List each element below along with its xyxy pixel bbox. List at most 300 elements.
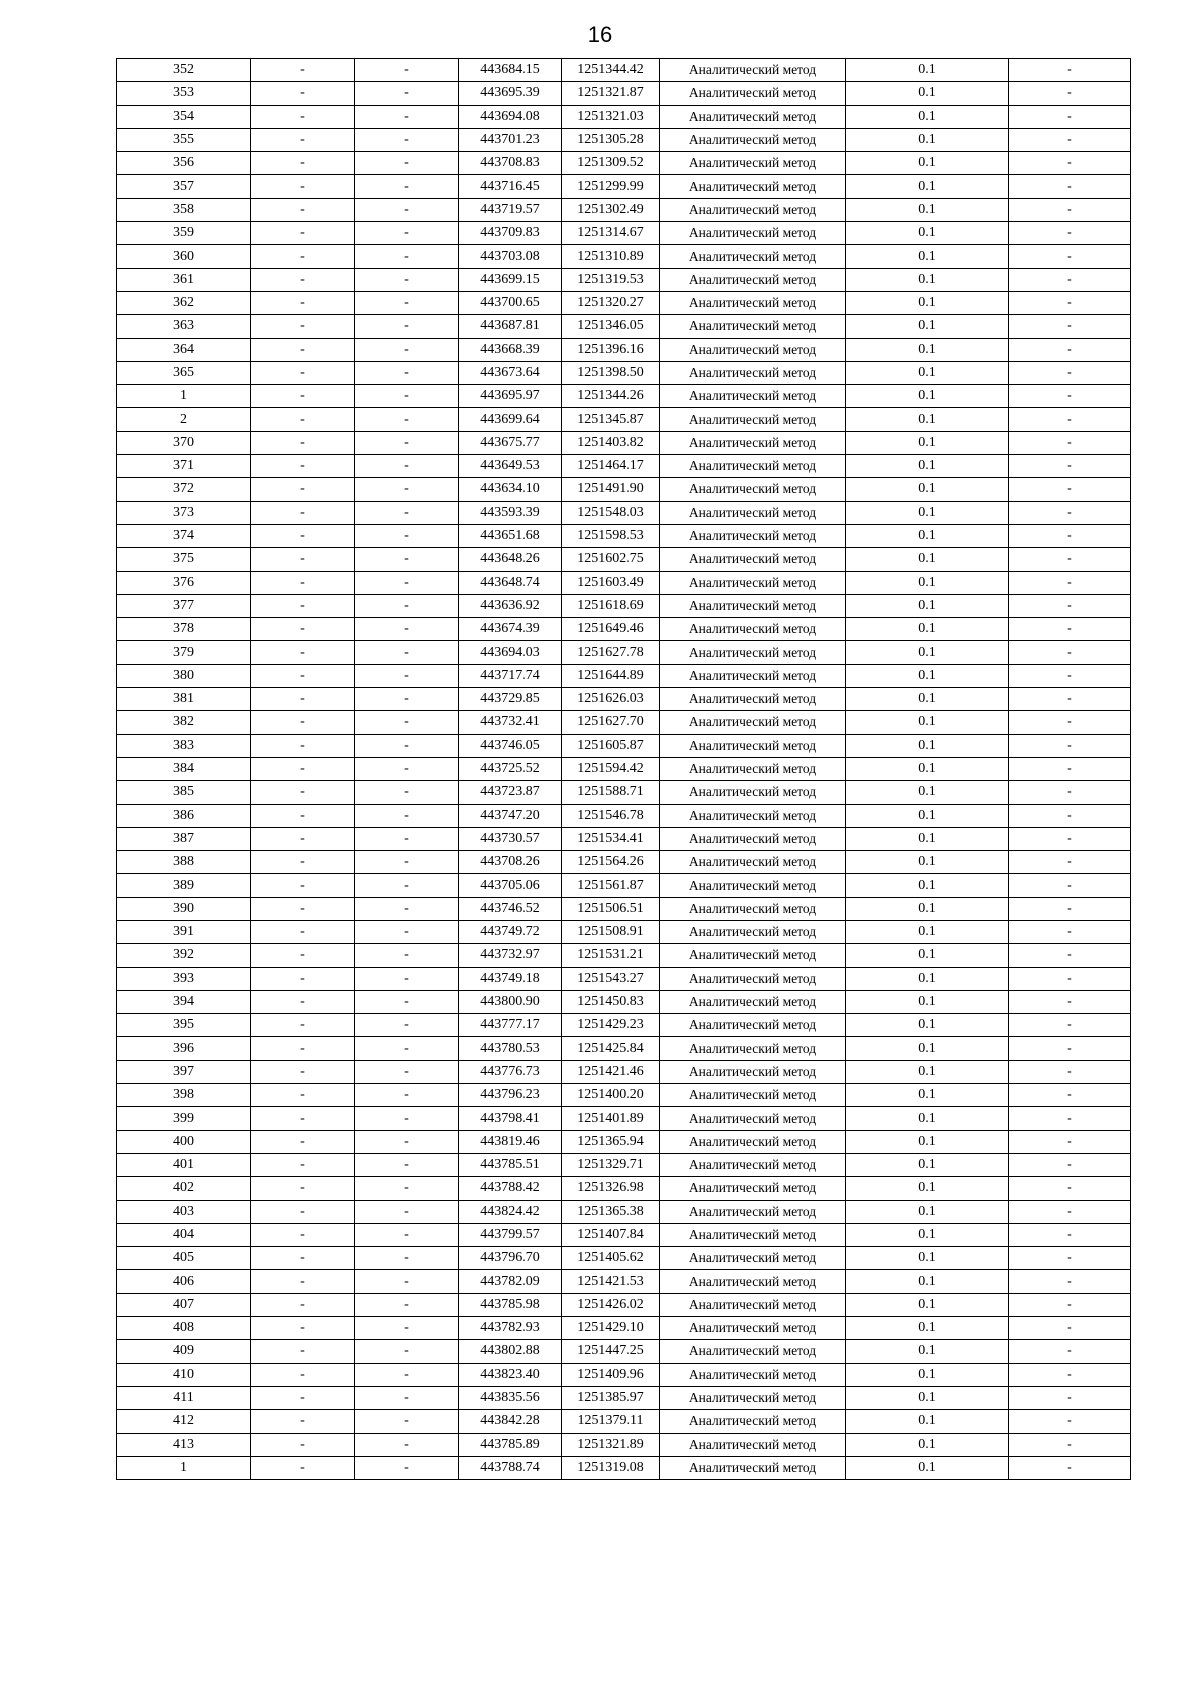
accuracy-cell: 0.1 (846, 524, 1009, 547)
dash-cell-c: - (1009, 897, 1131, 920)
accuracy-cell: 0.1 (846, 431, 1009, 454)
dash-cell-a: - (251, 291, 355, 314)
accuracy-cell: 0.1 (846, 1410, 1009, 1433)
method-cell: Аналитический метод (660, 128, 846, 151)
table-row (117, 1200, 1131, 1223)
x-coordinate-cell: 443701.23 (459, 128, 562, 151)
point-number-cell: 357 (117, 175, 251, 198)
dash-cell-c: - (1009, 1153, 1131, 1176)
dash-cell-c: - (1009, 1270, 1131, 1293)
y-coordinate-cell: 1251321.03 (562, 105, 660, 128)
dash-cell-a: - (251, 1247, 355, 1270)
method-cell: Аналитический метод (660, 1293, 846, 1316)
x-coordinate-cell: 443823.40 (459, 1363, 562, 1386)
y-coordinate-cell: 1251464.17 (562, 455, 660, 478)
dash-cell-b: - (355, 501, 459, 524)
method-cell: Аналитический метод (660, 315, 846, 338)
method-cell: Аналитический метод (660, 1223, 846, 1246)
x-coordinate-cell: 443749.72 (459, 920, 562, 943)
table-row (117, 1223, 1131, 1246)
accuracy-cell: 0.1 (846, 478, 1009, 501)
y-coordinate-cell: 1251426.02 (562, 1293, 660, 1316)
point-number-cell: 411 (117, 1386, 251, 1409)
point-number-cell: 1 (117, 1456, 251, 1479)
x-coordinate-cell: 443593.39 (459, 501, 562, 524)
point-number-cell: 363 (117, 315, 251, 338)
table-row (117, 874, 1131, 897)
method-cell: Аналитический метод (660, 967, 846, 990)
table-row (117, 105, 1131, 128)
dash-cell-a: - (251, 1317, 355, 1340)
accuracy-cell: 0.1 (846, 804, 1009, 827)
dash-cell-b: - (355, 1037, 459, 1060)
method-cell: Аналитический метод (660, 594, 846, 617)
x-coordinate-cell: 443799.57 (459, 1223, 562, 1246)
y-coordinate-cell: 1251564.26 (562, 851, 660, 874)
dash-cell-b: - (355, 851, 459, 874)
x-coordinate-cell: 443746.05 (459, 734, 562, 757)
dash-cell-b: - (355, 711, 459, 734)
table-row (117, 641, 1131, 664)
dash-cell-c: - (1009, 1084, 1131, 1107)
dash-cell-b: - (355, 1153, 459, 1176)
y-coordinate-cell: 1251400.20 (562, 1084, 660, 1107)
accuracy-cell: 0.1 (846, 222, 1009, 245)
table-row (117, 1247, 1131, 1270)
point-number-cell: 356 (117, 152, 251, 175)
table-row (117, 1317, 1131, 1340)
accuracy-cell: 0.1 (846, 1456, 1009, 1479)
dash-cell-b: - (355, 315, 459, 338)
accuracy-cell: 0.1 (846, 291, 1009, 314)
dash-cell-b: - (355, 1340, 459, 1363)
dash-cell-a: - (251, 175, 355, 198)
dash-cell-c: - (1009, 757, 1131, 780)
dash-cell-a: - (251, 1340, 355, 1363)
method-cell: Аналитический метод (660, 781, 846, 804)
x-coordinate-cell: 443705.06 (459, 874, 562, 897)
method-cell: Аналитический метод (660, 548, 846, 571)
method-cell: Аналитический метод (660, 804, 846, 827)
table-row (117, 548, 1131, 571)
table-row (117, 711, 1131, 734)
dash-cell-c: - (1009, 1340, 1131, 1363)
table-row (117, 1084, 1131, 1107)
dash-cell-a: - (251, 688, 355, 711)
dash-cell-a: - (251, 990, 355, 1013)
table-row (117, 1107, 1131, 1130)
y-coordinate-cell: 1251534.41 (562, 827, 660, 850)
x-coordinate-cell: 443674.39 (459, 618, 562, 641)
dash-cell-a: - (251, 478, 355, 501)
y-coordinate-cell: 1251309.52 (562, 152, 660, 175)
dash-cell-c: - (1009, 1130, 1131, 1153)
dash-cell-c: - (1009, 967, 1131, 990)
accuracy-cell: 0.1 (846, 641, 1009, 664)
dash-cell-c: - (1009, 1060, 1131, 1083)
dash-cell-c: - (1009, 1014, 1131, 1037)
table-row (117, 291, 1131, 314)
accuracy-cell: 0.1 (846, 361, 1009, 384)
table-row (117, 1433, 1131, 1456)
dash-cell-a: - (251, 1014, 355, 1037)
method-cell: Аналитический метод (660, 152, 846, 175)
point-number-cell: 379 (117, 641, 251, 664)
dash-cell-c: - (1009, 664, 1131, 687)
method-cell: Аналитический метод (660, 1153, 846, 1176)
accuracy-cell: 0.1 (846, 1037, 1009, 1060)
point-number-cell: 393 (117, 967, 251, 990)
dash-cell-b: - (355, 408, 459, 431)
table-row (117, 338, 1131, 361)
dash-cell-b: - (355, 781, 459, 804)
x-coordinate-cell: 443785.89 (459, 1433, 562, 1456)
dash-cell-a: - (251, 827, 355, 850)
dash-cell-b: - (355, 618, 459, 641)
dash-cell-b: - (355, 1270, 459, 1293)
x-coordinate-cell: 443746.52 (459, 897, 562, 920)
accuracy-cell: 0.1 (846, 920, 1009, 943)
x-coordinate-cell: 443800.90 (459, 990, 562, 1013)
x-coordinate-cell: 443695.97 (459, 385, 562, 408)
y-coordinate-cell: 1251365.94 (562, 1130, 660, 1153)
method-cell: Аналитический метод (660, 524, 846, 547)
dash-cell-c: - (1009, 944, 1131, 967)
dash-cell-c: - (1009, 175, 1131, 198)
x-coordinate-cell: 443796.23 (459, 1084, 562, 1107)
y-coordinate-cell: 1251319.53 (562, 268, 660, 291)
accuracy-cell: 0.1 (846, 548, 1009, 571)
table-row (117, 524, 1131, 547)
x-coordinate-cell: 443782.09 (459, 1270, 562, 1293)
accuracy-cell: 0.1 (846, 245, 1009, 268)
dash-cell-c: - (1009, 501, 1131, 524)
accuracy-cell: 0.1 (846, 315, 1009, 338)
x-coordinate-cell: 443709.83 (459, 222, 562, 245)
dash-cell-a: - (251, 82, 355, 105)
dash-cell-a: - (251, 408, 355, 431)
dash-cell-c: - (1009, 1456, 1131, 1479)
dash-cell-a: - (251, 1456, 355, 1479)
method-cell: Аналитический метод (660, 1386, 846, 1409)
accuracy-cell: 0.1 (846, 851, 1009, 874)
y-coordinate-cell: 1251385.97 (562, 1386, 660, 1409)
dash-cell-b: - (355, 804, 459, 827)
dash-cell-b: - (355, 944, 459, 967)
method-cell: Аналитический метод (660, 222, 846, 245)
y-coordinate-cell: 1251594.42 (562, 757, 660, 780)
point-number-cell: 359 (117, 222, 251, 245)
x-coordinate-cell: 443695.39 (459, 82, 562, 105)
method-cell: Аналитический метод (660, 1130, 846, 1153)
dash-cell-b: - (355, 82, 459, 105)
dash-cell-b: - (355, 1317, 459, 1340)
dash-cell-b: - (355, 338, 459, 361)
dash-cell-c: - (1009, 1037, 1131, 1060)
method-cell: Аналитический метод (660, 198, 846, 221)
x-coordinate-cell: 443719.57 (459, 198, 562, 221)
point-number-cell: 381 (117, 688, 251, 711)
method-cell: Аналитический метод (660, 408, 846, 431)
point-number-cell: 364 (117, 338, 251, 361)
dash-cell-a: - (251, 1130, 355, 1153)
method-cell: Аналитический метод (660, 338, 846, 361)
x-coordinate-cell: 443732.41 (459, 711, 562, 734)
y-coordinate-cell: 1251299.99 (562, 175, 660, 198)
accuracy-cell: 0.1 (846, 618, 1009, 641)
x-coordinate-cell: 443802.88 (459, 1340, 562, 1363)
method-cell: Аналитический метод (660, 641, 846, 664)
y-coordinate-cell: 1251543.27 (562, 967, 660, 990)
point-number-cell: 401 (117, 1153, 251, 1176)
y-coordinate-cell: 1251365.38 (562, 1200, 660, 1223)
point-number-cell: 354 (117, 105, 251, 128)
y-coordinate-cell: 1251314.67 (562, 222, 660, 245)
point-number-cell: 370 (117, 431, 251, 454)
accuracy-cell: 0.1 (846, 827, 1009, 850)
x-coordinate-cell: 443694.03 (459, 641, 562, 664)
dash-cell-a: - (251, 711, 355, 734)
point-number-cell: 407 (117, 1293, 251, 1316)
x-coordinate-cell: 443636.92 (459, 594, 562, 617)
method-cell: Аналитический метод (660, 757, 846, 780)
method-cell: Аналитический метод (660, 1107, 846, 1130)
dash-cell-b: - (355, 105, 459, 128)
accuracy-cell: 0.1 (846, 1223, 1009, 1246)
dash-cell-c: - (1009, 874, 1131, 897)
y-coordinate-cell: 1251346.05 (562, 315, 660, 338)
point-number-cell: 385 (117, 781, 251, 804)
accuracy-cell: 0.1 (846, 1270, 1009, 1293)
table-row (117, 1456, 1131, 1479)
dash-cell-b: - (355, 874, 459, 897)
dash-cell-c: - (1009, 618, 1131, 641)
dash-cell-c: - (1009, 827, 1131, 850)
table-row (117, 59, 1131, 82)
point-number-cell: 387 (117, 827, 251, 850)
dash-cell-b: - (355, 59, 459, 82)
method-cell: Аналитический метод (660, 920, 846, 943)
method-cell: Аналитический метод (660, 1363, 846, 1386)
coordinates-table (116, 58, 1131, 1480)
method-cell: Аналитический метод (660, 1247, 846, 1270)
y-coordinate-cell: 1251409.96 (562, 1363, 660, 1386)
x-coordinate-cell: 443776.73 (459, 1060, 562, 1083)
table-row (117, 990, 1131, 1013)
table-row (117, 664, 1131, 687)
accuracy-cell: 0.1 (846, 757, 1009, 780)
point-number-cell: 406 (117, 1270, 251, 1293)
dash-cell-a: - (251, 524, 355, 547)
dash-cell-c: - (1009, 1223, 1131, 1246)
y-coordinate-cell: 1251447.25 (562, 1340, 660, 1363)
dash-cell-b: - (355, 431, 459, 454)
point-number-cell: 400 (117, 1130, 251, 1153)
y-coordinate-cell: 1251627.70 (562, 711, 660, 734)
x-coordinate-cell: 443651.68 (459, 524, 562, 547)
dash-cell-b: - (355, 385, 459, 408)
y-coordinate-cell: 1251398.50 (562, 361, 660, 384)
accuracy-cell: 0.1 (846, 1107, 1009, 1130)
point-number-cell: 371 (117, 455, 251, 478)
dash-cell-c: - (1009, 1177, 1131, 1200)
x-coordinate-cell: 443785.51 (459, 1153, 562, 1176)
dash-cell-b: - (355, 967, 459, 990)
table-row (117, 128, 1131, 151)
dash-cell-c: - (1009, 920, 1131, 943)
y-coordinate-cell: 1251548.03 (562, 501, 660, 524)
method-cell: Аналитический метод (660, 664, 846, 687)
x-coordinate-cell: 443673.64 (459, 361, 562, 384)
method-cell: Аналитический метод (660, 711, 846, 734)
y-coordinate-cell: 1251561.87 (562, 874, 660, 897)
dash-cell-c: - (1009, 431, 1131, 454)
dash-cell-c: - (1009, 152, 1131, 175)
dash-cell-a: - (251, 245, 355, 268)
y-coordinate-cell: 1251649.46 (562, 618, 660, 641)
table-row (117, 361, 1131, 384)
x-coordinate-cell: 443749.18 (459, 967, 562, 990)
dash-cell-b: - (355, 478, 459, 501)
x-coordinate-cell: 443732.97 (459, 944, 562, 967)
table-row (117, 222, 1131, 245)
dash-cell-c: - (1009, 1200, 1131, 1223)
point-number-cell: 396 (117, 1037, 251, 1060)
x-coordinate-cell: 443842.28 (459, 1410, 562, 1433)
accuracy-cell: 0.1 (846, 1153, 1009, 1176)
y-coordinate-cell: 1251603.49 (562, 571, 660, 594)
dash-cell-a: - (251, 268, 355, 291)
dash-cell-a: - (251, 944, 355, 967)
x-coordinate-cell: 443798.41 (459, 1107, 562, 1130)
method-cell: Аналитический метод (660, 1270, 846, 1293)
x-coordinate-cell: 443648.26 (459, 548, 562, 571)
dash-cell-c: - (1009, 571, 1131, 594)
method-cell: Аналитический метод (660, 1317, 846, 1340)
x-coordinate-cell: 443729.85 (459, 688, 562, 711)
table-row (117, 1340, 1131, 1363)
dash-cell-b: - (355, 222, 459, 245)
dash-cell-a: - (251, 1153, 355, 1176)
accuracy-cell: 0.1 (846, 967, 1009, 990)
method-cell: Аналитический метод (660, 1410, 846, 1433)
y-coordinate-cell: 1251421.46 (562, 1060, 660, 1083)
method-cell: Аналитический метод (660, 1200, 846, 1223)
method-cell: Аналитический метод (660, 82, 846, 105)
y-coordinate-cell: 1251450.83 (562, 990, 660, 1013)
dash-cell-c: - (1009, 1363, 1131, 1386)
dash-cell-a: - (251, 1410, 355, 1433)
y-coordinate-cell: 1251644.89 (562, 664, 660, 687)
x-coordinate-cell: 443648.74 (459, 571, 562, 594)
method-cell: Аналитический метод (660, 1037, 846, 1060)
method-cell: Аналитический метод (660, 245, 846, 268)
table-row (117, 757, 1131, 780)
table-row (117, 944, 1131, 967)
y-coordinate-cell: 1251588.71 (562, 781, 660, 804)
dash-cell-a: - (251, 571, 355, 594)
y-coordinate-cell: 1251326.98 (562, 1177, 660, 1200)
table-row (117, 781, 1131, 804)
point-number-cell: 404 (117, 1223, 251, 1246)
point-number-cell: 358 (117, 198, 251, 221)
dash-cell-c: - (1009, 478, 1131, 501)
table-row (117, 501, 1131, 524)
point-number-cell: 394 (117, 990, 251, 1013)
point-number-cell: 395 (117, 1014, 251, 1037)
dash-cell-a: - (251, 664, 355, 687)
accuracy-cell: 0.1 (846, 152, 1009, 175)
accuracy-cell: 0.1 (846, 455, 1009, 478)
table-row (117, 1060, 1131, 1083)
dash-cell-c: - (1009, 1107, 1131, 1130)
dash-cell-b: - (355, 1433, 459, 1456)
dash-cell-a: - (251, 385, 355, 408)
point-number-cell: 375 (117, 548, 251, 571)
method-cell: Аналитический метод (660, 734, 846, 757)
table-row (117, 827, 1131, 850)
accuracy-cell: 0.1 (846, 385, 1009, 408)
dash-cell-b: - (355, 990, 459, 1013)
accuracy-cell: 0.1 (846, 82, 1009, 105)
method-cell: Аналитический метод (660, 688, 846, 711)
page-number: 16 (587, 22, 613, 47)
dash-cell-c: - (1009, 361, 1131, 384)
point-number-cell: 403 (117, 1200, 251, 1223)
method-cell: Аналитический метод (660, 59, 846, 82)
method-cell: Аналитический метод (660, 1177, 846, 1200)
method-cell: Аналитический метод (660, 897, 846, 920)
method-cell: Аналитический метод (660, 851, 846, 874)
dash-cell-b: - (355, 455, 459, 478)
y-coordinate-cell: 1251321.89 (562, 1433, 660, 1456)
accuracy-cell: 0.1 (846, 1363, 1009, 1386)
x-coordinate-cell: 443699.64 (459, 408, 562, 431)
table-row (117, 1410, 1131, 1433)
x-coordinate-cell: 443725.52 (459, 757, 562, 780)
x-coordinate-cell: 443634.10 (459, 478, 562, 501)
y-coordinate-cell: 1251506.51 (562, 897, 660, 920)
table-row (117, 920, 1131, 943)
accuracy-cell: 0.1 (846, 688, 1009, 711)
dash-cell-c: - (1009, 594, 1131, 617)
y-coordinate-cell: 1251344.26 (562, 385, 660, 408)
x-coordinate-cell: 443819.46 (459, 1130, 562, 1153)
method-cell: Аналитический метод (660, 1084, 846, 1107)
x-coordinate-cell: 443723.87 (459, 781, 562, 804)
point-number-cell: 355 (117, 128, 251, 151)
method-cell: Аналитический метод (660, 105, 846, 128)
dash-cell-b: - (355, 1293, 459, 1316)
dash-cell-c: - (1009, 804, 1131, 827)
y-coordinate-cell: 1251396.16 (562, 338, 660, 361)
accuracy-cell: 0.1 (846, 128, 1009, 151)
dash-cell-b: - (355, 152, 459, 175)
dash-cell-a: - (251, 897, 355, 920)
accuracy-cell: 0.1 (846, 1340, 1009, 1363)
y-coordinate-cell: 1251302.49 (562, 198, 660, 221)
y-coordinate-cell: 1251602.75 (562, 548, 660, 571)
point-number-cell: 373 (117, 501, 251, 524)
dash-cell-b: - (355, 1130, 459, 1153)
table-row (117, 1130, 1131, 1153)
x-coordinate-cell: 443708.83 (459, 152, 562, 175)
accuracy-cell: 0.1 (846, 711, 1009, 734)
dash-cell-c: - (1009, 408, 1131, 431)
y-coordinate-cell: 1251319.08 (562, 1456, 660, 1479)
dash-cell-a: - (251, 431, 355, 454)
table-row (117, 315, 1131, 338)
